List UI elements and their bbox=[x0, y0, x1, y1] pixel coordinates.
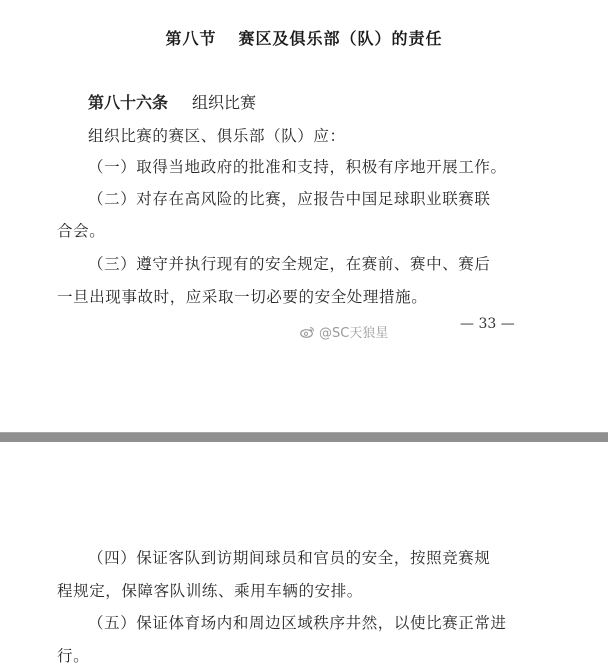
clause-5-line-2: 行。 bbox=[57, 647, 90, 665]
section-number: 第八节 bbox=[165, 29, 217, 48]
clause-4-line-1: （四）保证客队到访期间球员和官员的安全，按照竞赛规 bbox=[88, 549, 491, 567]
section-title: 赛区及俱乐部（队）的责任 bbox=[238, 29, 443, 48]
article-intro: 组织比赛的赛区、俱乐部（队）应： bbox=[88, 127, 346, 145]
watermark bbox=[300, 322, 388, 341]
page-number: — 33 — bbox=[460, 316, 515, 332]
clause-2-line-2: 合会。 bbox=[57, 222, 106, 240]
article-number: 第八十六条 bbox=[88, 93, 169, 112]
clause-3-line-2: 一旦出现事故时，应采取一切必要的安全处理措施。 bbox=[57, 288, 428, 306]
page-divider bbox=[0, 432, 608, 442]
weibo-icon bbox=[300, 326, 315, 338]
clause-1-line: （一）取得当地政府的批准和支持，积极有序地开展工作。 bbox=[88, 158, 507, 176]
article-heading bbox=[88, 90, 256, 113]
clause-4-line-2: 程规定，保障客队训练、乘用车辆的安排。 bbox=[57, 582, 363, 600]
clause-2-line-1: （二）对存在高风险的比赛，应报告中国足球职业联赛联 bbox=[88, 190, 491, 208]
watermark-text: @SC天狼星 bbox=[319, 326, 389, 341]
document-page-bottom bbox=[0, 442, 608, 668]
clause-5-line-1: （五）保证体育场内和周边区域秩序井然，以使比赛正常进 bbox=[88, 614, 507, 632]
section-heading bbox=[0, 26, 608, 49]
clause-3-line-1: （三）遵守并执行现有的安全规定，在赛前、赛中、赛后 bbox=[88, 255, 491, 273]
article-title: 组织比赛 bbox=[192, 93, 257, 112]
